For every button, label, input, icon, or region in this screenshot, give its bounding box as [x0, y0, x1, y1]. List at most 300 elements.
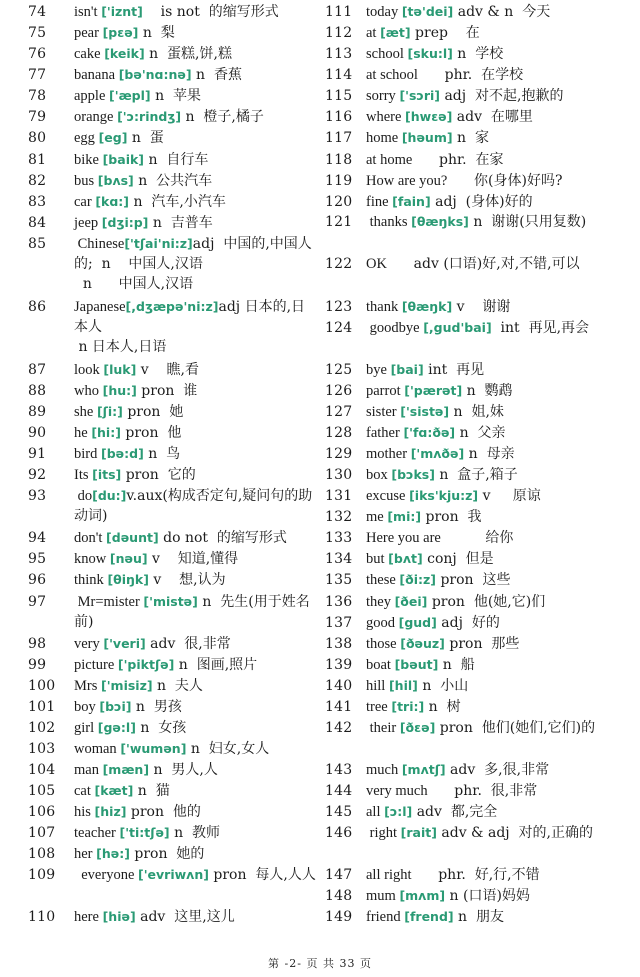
entry-word: they: [366, 594, 395, 610]
entry-definition: adj 日本的,日本人 n 日本人,日语: [74, 299, 306, 355]
entry-body: [366, 634, 624, 654]
entry-body: [74, 213, 318, 233]
entry-body: [74, 844, 318, 864]
entry-word: bus: [74, 173, 98, 189]
entry-phonetic: [gə:l]: [97, 720, 136, 735]
entry-body: [74, 739, 318, 759]
entry-number: 87: [28, 362, 47, 378]
entry-number: 133: [325, 530, 353, 546]
entry-body: [366, 107, 624, 127]
entry-definition: n 朋友: [453, 909, 504, 925]
entry-body: [366, 718, 624, 738]
vocab-entry: [324, 192, 624, 212]
entry-body: [366, 886, 624, 906]
entry-number: 121: [325, 214, 353, 230]
entry-phonetic: ['ɔ:rindʒ]: [117, 109, 182, 124]
entry-body: [366, 297, 624, 317]
entry-number: 143: [325, 762, 353, 778]
entry-body: [74, 65, 318, 85]
entry-definition: phr. 很,非常: [427, 783, 538, 799]
entry-number: 85: [28, 236, 47, 252]
entry-word: home: [366, 130, 402, 146]
entry-phonetic: [kɑ:]: [95, 194, 130, 209]
vocab-entry: [28, 107, 318, 127]
entry-definition: n 树: [424, 699, 461, 715]
entry-number: 89: [28, 404, 47, 420]
entry-definition: v 原谅: [478, 488, 541, 504]
entry-definition: n 橙子,橘子: [181, 109, 264, 125]
entry-word: pear: [74, 25, 103, 41]
entry-word: Chinese: [74, 236, 125, 252]
entry-body: [366, 2, 624, 22]
vocab-entry: [324, 549, 624, 569]
entry-word: box: [366, 467, 392, 483]
vocab-entry: [28, 128, 318, 148]
entry-number: 119: [325, 173, 353, 189]
entry-word: parrot: [366, 383, 405, 399]
entry-body: [366, 444, 624, 464]
entry-body: [74, 44, 318, 64]
entry-phonetic: [keik]: [104, 46, 145, 61]
entry-body: [74, 823, 318, 843]
entry-number: 135: [325, 572, 353, 588]
entry-number: 149: [325, 909, 353, 925]
vocab-entry: [324, 865, 624, 885]
entry-number: 92: [28, 467, 47, 483]
entry-word: man: [74, 762, 103, 778]
entry-body: [366, 150, 624, 170]
entry-body: [366, 865, 624, 885]
entry-phonetic: [hi:]: [91, 425, 121, 440]
entry-body: [74, 486, 318, 526]
entry-definition: v 瞧,看: [136, 362, 199, 378]
vocab-entry: [28, 65, 318, 85]
entry-number: 90: [28, 425, 47, 441]
vocab-entry: [324, 592, 624, 612]
entry-definition: n 汽车,小汽车: [129, 194, 226, 210]
entry-definition: phr. 在家: [412, 152, 504, 168]
entry-body: [366, 802, 624, 822]
entry-definition: adv 这里,这儿: [135, 909, 235, 925]
vocab-entry: [28, 865, 318, 885]
entry-phonetic: ['fɑ:ðə]: [403, 425, 456, 440]
entry-word: everyone: [74, 867, 139, 883]
entry-number: 130: [325, 467, 353, 483]
vocab-entry: [28, 655, 318, 675]
vocab-entry: [324, 907, 624, 927]
entry-word: who: [74, 383, 103, 399]
entry-number: 142: [325, 720, 353, 736]
entry-number: 81: [28, 152, 47, 168]
vocab-entry: [28, 528, 318, 548]
entry-body: [74, 465, 318, 485]
entry-body: [366, 907, 624, 927]
vocab-entry: [324, 802, 624, 822]
entry-body: [74, 570, 318, 590]
entry-word: but: [366, 551, 389, 567]
entry-word: car: [74, 194, 96, 210]
entry-word: cake: [74, 46, 105, 62]
entry-word: thanks: [366, 214, 412, 230]
entry-phonetic: ['æpl]: [109, 88, 151, 103]
vocab-entry: [28, 592, 318, 632]
entry-body: [366, 549, 624, 569]
entry-word: do: [74, 488, 93, 504]
entry-word: me: [366, 509, 388, 525]
entry-phonetic: [dʒi:p]: [101, 215, 149, 230]
vocab-entry: [28, 44, 318, 64]
entry-number: 109: [28, 867, 56, 883]
entry-definition: adv & n 今天: [453, 4, 551, 20]
vocab-entry: [28, 2, 318, 22]
entry-definition: n 自行车: [144, 152, 209, 168]
entry-number: 139: [325, 657, 353, 673]
entry-number: 106: [28, 804, 56, 820]
entry-number: 134: [325, 551, 353, 567]
entry-word: sorry: [366, 88, 400, 104]
entry-body: [74, 549, 318, 569]
entry-phonetic: ['iznt]: [101, 4, 143, 19]
entry-phonetic: [hwɛə]: [405, 109, 453, 124]
entry-definition: adv (口语)好,对,不错,可以: [386, 256, 580, 272]
entry-phonetic: [,gud'bai]: [423, 320, 492, 335]
entry-body: [74, 381, 318, 401]
entry-body: [74, 655, 318, 675]
entry-body: [366, 823, 624, 843]
entry-number: 124: [325, 320, 353, 336]
entry-body: [366, 465, 624, 485]
entry-body: [74, 781, 318, 801]
entry-definition: n 图画,照片: [174, 657, 258, 673]
entry-phonetic: [bəut]: [394, 657, 439, 672]
entry-number: 103: [28, 741, 56, 757]
entry-phonetic: [its]: [92, 467, 122, 482]
entry-definition: pron 他: [120, 425, 182, 441]
entry-body: [366, 318, 624, 338]
entry-definition: v 知道,懂得: [147, 551, 239, 567]
entry-definition: int 再见: [423, 362, 485, 378]
entry-word: OK: [366, 256, 387, 272]
entry-word: excuse: [366, 488, 410, 504]
entry-phonetic: [tri:]: [391, 699, 425, 714]
entry-phonetic: ['pærət]: [404, 383, 463, 398]
entry-word: boat: [366, 657, 395, 673]
entry-number: 98: [28, 636, 47, 652]
vocab-entry: [28, 634, 318, 654]
entry-definition: adv 都,完全: [412, 804, 498, 820]
vocab-entry: [324, 86, 624, 106]
vocab-entry: [324, 128, 624, 148]
entry-body: [74, 697, 318, 717]
entry-phonetic: [ðei]: [394, 594, 428, 609]
vocab-entry: [324, 44, 624, 64]
vocab-entry: [28, 423, 318, 443]
entry-phonetic: [dəunt]: [106, 530, 159, 545]
entry-definition: v 想,认为: [148, 572, 226, 588]
entry-number: 127: [325, 404, 353, 420]
entry-word: her: [74, 846, 97, 862]
entry-number: 76: [28, 46, 47, 62]
entry-definition: do not 的缩写形式: [158, 530, 287, 546]
entry-number: 148: [325, 888, 353, 904]
entry-definition: prep 在: [410, 25, 480, 41]
entry-word: apple: [74, 88, 110, 104]
entry-word: bike: [74, 152, 103, 168]
entry-phonetic: [θæŋk]: [401, 299, 453, 314]
entry-phonetic: [bə'nɑ:nə]: [118, 67, 192, 82]
entry-number: 100: [28, 678, 56, 694]
entry-phonetic: [ʃi:]: [96, 404, 123, 419]
entry-definition: n 家: [452, 130, 489, 146]
entry-number: 84: [28, 215, 47, 231]
vocab-entry: [324, 570, 624, 590]
entry-number: 93: [28, 488, 47, 504]
vocab-entry: [324, 107, 624, 127]
entry-definition: n 小山: [417, 678, 469, 694]
entry-number: 78: [28, 88, 47, 104]
entry-definition: n 夫人: [152, 678, 203, 694]
entry-number: 110: [28, 909, 56, 925]
vocab-entry: [324, 2, 624, 22]
page-footer: 第 -2- 页 共 33 页: [268, 957, 372, 970]
entry-body: [366, 486, 624, 506]
vocab-entry: [324, 823, 624, 843]
entry-definition: pron 它的: [121, 467, 196, 483]
entry-number: 91: [28, 446, 47, 462]
entry-definition: n 猫: [133, 783, 170, 799]
entry-definition: n 鸟: [143, 446, 181, 462]
entry-body: [74, 150, 318, 170]
entry-body: [366, 402, 624, 422]
entry-definition: n 男人,人: [149, 762, 218, 778]
vocab-entry: [28, 760, 318, 780]
entry-word: those: [366, 636, 401, 652]
entry-body: [366, 254, 624, 274]
entry-body: [74, 760, 318, 780]
entry-number: 83: [28, 194, 47, 210]
entry-phonetic: [mi:]: [387, 509, 422, 524]
vocab-entry: [28, 86, 318, 106]
entry-phonetic: [kæt]: [94, 783, 134, 798]
vocab-entry: [28, 465, 318, 485]
entry-word: picture: [74, 657, 118, 673]
vocab-entry: [28, 739, 318, 759]
entry-body: [74, 865, 318, 885]
entry-definition: pron 她: [122, 404, 184, 420]
entry-phonetic: [tə'dei]: [401, 4, 454, 19]
entry-body: [366, 192, 624, 212]
vocab-entry: [28, 802, 318, 822]
entry-body: [366, 128, 624, 148]
entry-word: all right: [366, 867, 412, 883]
vocab-entry: [324, 486, 624, 506]
entry-number: 120: [325, 194, 353, 210]
entry-definition: n 蛋糕,饼,糕: [144, 46, 232, 62]
entry-number: 102: [28, 720, 56, 736]
entry-word: orange: [74, 109, 118, 125]
entry-definition: phr. 好,行,不错: [411, 867, 540, 883]
entry-definition: n 公共汽车: [133, 173, 213, 189]
entry-body: [74, 634, 318, 654]
entry-body: [74, 402, 318, 422]
entry-number: 116: [325, 109, 353, 125]
entry-definition: pron 谁: [136, 383, 198, 399]
entry-phonetic: [gud]: [398, 615, 437, 630]
entry-number: 131: [325, 488, 353, 504]
entry-definition: pron 那些: [444, 636, 520, 652]
entry-phonetic: [hiə]: [102, 909, 136, 924]
entry-word: don't: [74, 530, 107, 546]
entry-number: 95: [28, 551, 47, 567]
entry-definition: n 父亲: [455, 425, 506, 441]
entry-number: 111: [325, 4, 353, 20]
entry-definition: n 妇女,女人: [186, 741, 270, 757]
vocab-entry: [324, 171, 624, 191]
vocab-entry: [28, 360, 318, 380]
entry-definition: n 学校: [452, 46, 504, 62]
vocab-entry: [324, 65, 624, 85]
vocab-entry: [28, 381, 318, 401]
entry-phonetic: [nəu]: [109, 551, 148, 566]
entry-word: she: [74, 404, 97, 420]
entry-phonetic: [fain]: [392, 194, 431, 209]
entry-phonetic: [bai]: [390, 362, 424, 377]
entry-body: [74, 423, 318, 443]
entry-number: 138: [325, 636, 353, 652]
entry-phonetic: ['misiz]: [101, 678, 153, 693]
entry-word: mum: [366, 888, 400, 904]
entry-phonetic: ['ti:tʃə]: [119, 825, 170, 840]
vocab-entry: [324, 718, 624, 738]
entry-word: today: [366, 4, 402, 20]
entry-word: their: [366, 720, 400, 736]
entry-number: 123: [325, 299, 353, 315]
entry-definition: v.aux(构成否定句,疑问句的助动词): [74, 488, 313, 524]
entry-number: 86: [28, 299, 47, 315]
vocab-entry: [28, 676, 318, 696]
entry-word: Its: [74, 467, 93, 483]
entry-phonetic: [,dʒæpə'ni:z]: [125, 299, 219, 314]
entry-number: 126: [325, 383, 353, 399]
entry-word: Mr=mister: [74, 594, 144, 610]
entry-number: 82: [28, 173, 47, 189]
entry-phonetic: [frend]: [404, 909, 454, 924]
entry-number: 118: [325, 152, 353, 168]
entry-phonetic: [mæn]: [102, 762, 150, 777]
entry-word: bye: [366, 362, 391, 378]
entry-word: thank: [366, 299, 402, 315]
vocab-entry: [28, 234, 318, 294]
entry-phonetic: ['tʃai'ni:z]: [124, 236, 193, 251]
vocab-entry: [28, 718, 318, 738]
entry-definition: n 盒子,箱子: [434, 467, 518, 483]
entry-number: 129: [325, 446, 353, 462]
entry-phonetic: [mʌtʃ]: [401, 762, 446, 777]
entry-number: 112: [325, 25, 353, 41]
entry-body: [74, 192, 318, 212]
entry-phonetic: [bɔks]: [391, 467, 435, 482]
entry-phonetic: [ɔ:l]: [384, 804, 413, 819]
entry-number: 113: [325, 46, 353, 62]
entry-body: [366, 65, 624, 85]
vocab-entry: [28, 570, 318, 590]
entry-phonetic: [baik]: [102, 152, 144, 167]
entry-definition: conj 但是: [422, 551, 494, 567]
entry-body: [74, 528, 318, 548]
entry-word: these: [366, 572, 400, 588]
entry-definition: adv 在哪里: [452, 109, 533, 125]
entry-definition: pron 这些: [436, 572, 511, 588]
vocab-entry: [324, 297, 624, 317]
entry-number: 147: [325, 867, 353, 883]
vocab-entry: [324, 254, 624, 274]
entry-number: 137: [325, 615, 353, 631]
entry-number: 132: [325, 509, 353, 525]
entry-word: his: [74, 804, 95, 820]
entry-definition: n (口语)妈妈: [445, 888, 530, 904]
entry-definition: n 蛋: [127, 130, 164, 146]
vocab-entry: [324, 23, 624, 43]
entry-word: here: [74, 909, 103, 925]
vocab-entry: [28, 907, 318, 927]
entry-body: [74, 444, 318, 464]
vocab-entry: [28, 150, 318, 170]
entry-phonetic: ['sɔri]: [399, 88, 440, 103]
vocab-entry: [28, 823, 318, 843]
vocab-entry: [324, 507, 624, 527]
entry-phonetic: [eg]: [98, 130, 128, 145]
entry-number: 146: [325, 825, 353, 841]
entry-body: [74, 171, 318, 191]
entry-number: 74: [28, 4, 47, 20]
entry-definition: adj (身体)好的: [430, 194, 533, 210]
entry-word: How are you?: [366, 173, 448, 189]
entry-number: 94: [28, 530, 47, 546]
entry-body: [74, 107, 318, 127]
entry-definition: adj 对不起,抱歉的: [440, 88, 564, 104]
entry-number: 77: [28, 67, 47, 83]
entry-word: isn't: [74, 4, 102, 20]
entry-definition: adv 很,非常: [145, 636, 231, 652]
entry-number: 75: [28, 25, 47, 41]
entry-phonetic: [həum]: [401, 130, 453, 145]
entry-word: banana: [74, 67, 119, 83]
entry-word: egg: [74, 130, 99, 146]
entry-phonetic: [hil]: [388, 678, 418, 693]
entry-definition: n 鹦鹉: [462, 383, 513, 399]
entry-definition: adv 多,很,非常: [445, 762, 550, 778]
entry-definition: is not 的缩写形式: [142, 4, 279, 20]
vocab-entry: [324, 465, 624, 485]
entry-phonetic: ['wumən]: [120, 741, 187, 756]
entry-body: [366, 676, 624, 696]
entry-word: fine: [366, 194, 393, 210]
entry-definition: n 教师: [169, 825, 221, 841]
entry-definition: n 女孩: [135, 720, 187, 736]
entry-definition: n 男孩: [131, 699, 182, 715]
entry-definition: n 苹果: [150, 88, 201, 104]
entry-word: Mrs: [74, 678, 101, 694]
entry-definition: pron 他(她,它)们: [427, 594, 546, 610]
entry-number: 80: [28, 130, 47, 146]
entry-phonetic: [ði:z]: [399, 572, 436, 587]
entry-phonetic: [hiz]: [94, 804, 127, 819]
entry-body: [74, 718, 318, 738]
entry-body: [74, 86, 318, 106]
entry-body: [366, 613, 624, 633]
entry-definition: int 再见,再会: [491, 320, 590, 336]
entry-phonetic: [bʌs]: [97, 173, 134, 188]
